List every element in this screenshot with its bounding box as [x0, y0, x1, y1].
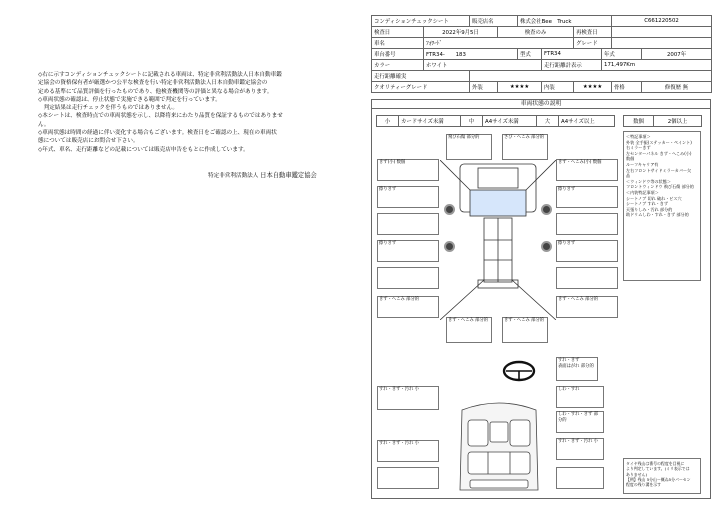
year-label: 年式 — [602, 49, 642, 60]
special-note-line: ルーフキャリア有 — [626, 161, 659, 167]
car-name: ﾌｫﾜｰﾄﾞ — [424, 38, 574, 49]
note-line: ◇車両状態の確認は、停止状態で実施できる範囲で判定を行っています。 — [38, 96, 221, 103]
tire-note-line: タイヤ残山は番号の程度を目視に — [626, 461, 685, 466]
color-value: ホワイト — [424, 60, 542, 71]
damage-label: 飛び石傷 部分的 — [448, 135, 480, 140]
special-note-line: 左センターパネル きず・へこみ(小) — [626, 150, 692, 156]
special-note-line: ＜内装特記事項＞ — [626, 189, 659, 195]
inspection-date: 2022年9月5日 — [424, 27, 498, 38]
special-notes-box — [623, 131, 701, 281]
damage-box-left-empty — [377, 213, 439, 235]
mileage-value: 171,497Km — [602, 60, 712, 71]
damage-label: 擦りきず — [379, 241, 397, 246]
size-mid-desc: A4サイズ未満 — [483, 116, 537, 127]
count-desc: 2個以上 — [654, 116, 702, 127]
inspection-date-label: 検査日 — [372, 27, 424, 38]
note-line: ◇右に示すコンディションチェックシートに記載される車両は、特定非営利活動法人日本自動車鑑 — [38, 72, 282, 78]
true-mileage-value — [470, 71, 712, 82]
damage-box-left-4 — [377, 296, 439, 318]
damage-box-rear-left — [446, 317, 492, 343]
damage-label: 表面はがれ 部分的 — [558, 363, 594, 369]
true-mileage-label: 走行距離確実 — [372, 71, 470, 82]
damage-box-steering — [556, 357, 598, 381]
damage-box-right-4 — [556, 296, 618, 318]
damage-label: きず・へこみ 部分的 — [504, 318, 545, 323]
damage-label: すれ・きず — [558, 358, 580, 363]
damage-box-right-empty — [556, 213, 618, 235]
interior-box-right-2 — [556, 411, 604, 433]
damage-box-right-empty — [556, 267, 618, 289]
damage-label: しわ・すれ・きず 部分的 — [558, 412, 599, 423]
size-legend — [376, 115, 615, 127]
note-line: ◇車両状態は時間の経過に伴い変化する場合もございます。検査日をご確認の上、現在の車両状 — [38, 130, 277, 137]
damage-box-left-2 — [377, 186, 439, 208]
condition-sheet-table — [371, 15, 712, 93]
special-note-line: 助ドリムしわ・すれ・きず 部分的 — [626, 212, 689, 218]
special-note-line: 外装 全手振(ステッカー・ペイント) — [626, 139, 692, 145]
special-note-line: 数個 — [626, 156, 635, 162]
year-value: 2007年 — [642, 49, 712, 60]
frame-value: 修復歴 無 — [642, 82, 712, 93]
special-note-line: シートノブ 切れ 破れ・ビス穴 — [626, 195, 682, 201]
damage-label: すれ・きず・汚れ 小 — [379, 441, 420, 446]
damage-box-rear-right — [502, 317, 548, 343]
interior-box-right-3 — [556, 438, 604, 460]
damage-label: 擦りきず — [379, 187, 397, 192]
interior-box-right-empty — [556, 467, 604, 489]
exterior-label: 外装 — [470, 82, 498, 93]
damage-label: 擦りきず — [558, 241, 576, 246]
note-line: 定協会の資格保有者が厳選かつ公平な検査を行い特定非営利活動法人日本自動車鑑定協会の — [38, 80, 268, 87]
tire-front-right-icon — [541, 204, 552, 215]
tire-note-line: 【例】残山 5分山ー概ね5分パーセン — [626, 476, 691, 482]
association-name: 日本自動車鑑定協会 — [260, 172, 317, 179]
interior-box-left-2 — [377, 440, 439, 462]
inspection-only: 検査のみ — [498, 27, 574, 38]
interior-stars: ★★★★ — [574, 82, 612, 93]
tire-rear-right-icon — [541, 241, 552, 252]
interior-box-left-empty — [377, 467, 439, 489]
exterior-stars: ★★★★ — [498, 82, 542, 93]
note-line: ◇本シートは、検査時点での車両状態を示し、以降将来にわたり品質を保証するものではありませ — [38, 113, 283, 120]
damage-label: しわ・すれ — [558, 387, 580, 392]
damage-box-right-1 — [556, 159, 618, 181]
chassis-value: FTR34- 183 — [424, 49, 518, 60]
tire-note-line: より判定しています。(ミリ表示では — [626, 466, 690, 472]
damage-box-front-right — [502, 134, 548, 160]
notes-block — [38, 71, 338, 154]
dealer-value: 株式会社Bee Truck — [518, 16, 612, 27]
special-note-line: ＜特記事項＞ — [626, 134, 651, 139]
damage-label: きず(小) 数個 — [379, 160, 406, 165]
diagram-title: 車両状態の説明 — [371, 99, 711, 109]
tire-front-left-icon — [444, 204, 455, 215]
damage-box-left-3 — [377, 240, 439, 262]
damage-label: さび・へこみ 部分的 — [504, 135, 545, 140]
damage-label: きず・へこみ(小) 数個 — [558, 160, 602, 165]
special-note-line: ＜ウィンドウ等の状態＞ — [626, 178, 671, 184]
mileage-label: 走行距離計表示 — [542, 60, 602, 71]
truck-top-view — [440, 160, 556, 320]
special-note-line: 品 — [626, 173, 631, 179]
tire-note-box — [623, 458, 701, 494]
size-mid-label: 中 — [461, 116, 483, 127]
steering-wheel-icon — [502, 360, 536, 382]
damage-box-front-left — [446, 134, 492, 160]
quality-grade-label: クオリティーグレード — [372, 82, 470, 93]
special-note-line: 左右フロントサイドミラーカバー欠 — [626, 167, 692, 173]
damage-label: きず・へこみ 部分的 — [379, 297, 420, 302]
interior-seat-view — [456, 400, 542, 496]
damage-box-right-3 — [556, 240, 618, 262]
model-value: FTR34 — [542, 49, 602, 60]
interior-box-left-1 — [377, 386, 439, 410]
note-line: 態については販売店にお問合せ下さい。 — [38, 138, 139, 145]
chassis-label: 車台番号 — [372, 49, 424, 60]
reinspection-value — [612, 27, 712, 38]
interior-label: 内装 — [542, 82, 574, 93]
dealer-label: 販売店名 — [470, 16, 518, 27]
count-legend — [623, 115, 702, 127]
grade-value — [612, 38, 712, 49]
size-large-label: 大 — [537, 116, 559, 127]
tire-note-line: ありません) — [626, 471, 647, 477]
color-label: カラー — [372, 60, 424, 71]
car-name-label: 車名 — [372, 38, 424, 49]
note-line: ん。 — [38, 121, 50, 128]
sheet-number: C661220502 — [612, 16, 712, 27]
association-signature — [208, 170, 317, 179]
damage-box-right-2 — [556, 186, 618, 208]
grade-label: グレード — [574, 38, 612, 49]
note-line: 定める基準にて品質評価を行ったものであり、他検査機関等の評価と異なる場合があります。 — [38, 88, 273, 95]
note-line: 判定結果は走行チェックを伴うものではありません。 — [38, 105, 179, 112]
tire-rear-left-icon — [444, 241, 455, 252]
count-label: 数個 — [624, 116, 654, 127]
sheet-title: コンディションチェックシート — [372, 16, 470, 27]
size-small-label: 小 — [377, 116, 399, 127]
note-line: ◇年式、車名、走行距離などの記載については販売店申告をもとに作成しています。 — [38, 146, 249, 153]
interior-box-right-1 — [556, 386, 604, 408]
model-label: 型式 — [518, 49, 542, 60]
windshield — [470, 190, 526, 216]
damage-box-left-1 — [377, 159, 439, 181]
special-note-line: 右ミラーきず — [626, 145, 651, 151]
size-small-desc: カードサイズ未満 — [399, 116, 461, 127]
tire-note-line: 程度の残り溝を示す — [626, 482, 662, 488]
size-large-desc: A4サイズ以上 — [559, 116, 615, 127]
special-note-line: シートノブ すれ・きず — [626, 201, 668, 207]
reinspection-label: 再検査日 — [574, 27, 612, 38]
special-note-line: フロントウィンドウ 飛び石傷 部分的 — [626, 184, 694, 190]
damage-box-left-empty — [377, 267, 439, 289]
damage-label: すれ・きず・汚れ 小 — [558, 439, 599, 444]
special-note-line: 天張りしみ・汚れ 部分的 — [626, 206, 673, 212]
damage-label: すれ・きず・汚れ 小 — [379, 387, 420, 392]
association-prefix: 特定非営利活動法人 — [208, 173, 259, 179]
damage-label: きず・へこみ 部分的 — [558, 297, 599, 302]
frame-label: 骨格 — [612, 82, 642, 93]
damage-label: 擦りきず — [558, 187, 576, 192]
damage-label: きず・へこみ 部分的 — [448, 318, 489, 323]
